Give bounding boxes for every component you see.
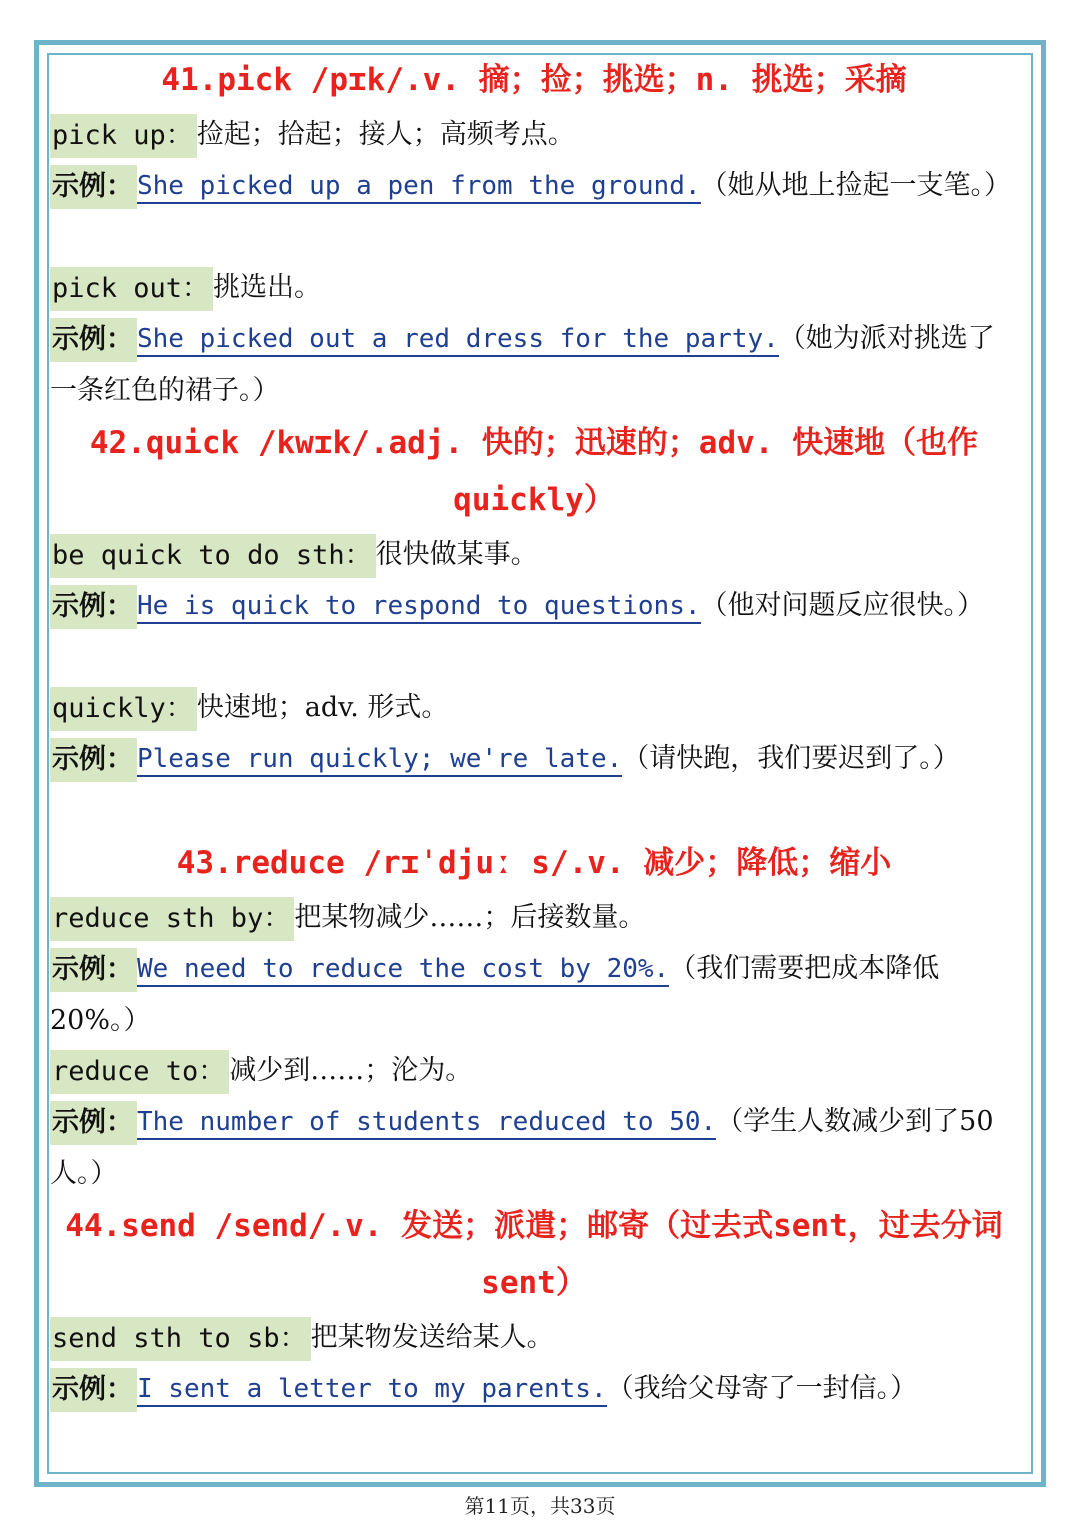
phrase-line <box>50 1312 1018 1363</box>
example-label: 示例： <box>50 585 137 629</box>
phrase: pick out： <box>50 267 213 311</box>
phrase: reduce to： <box>50 1050 229 1094</box>
example-line <box>50 733 1018 835</box>
example-label: 示例： <box>50 948 137 992</box>
example-line <box>50 580 1018 682</box>
phrase-line <box>50 529 1018 580</box>
example-label: 示例： <box>50 318 137 362</box>
phrase-gloss: 捡起；拾起；接人；高频考点。 <box>196 119 575 150</box>
phrase-gloss: 挑选出。 <box>213 272 322 303</box>
phrase: quickly： <box>50 687 197 731</box>
example-chinese: （我给父母寄了一封信。） <box>606 1373 918 1404</box>
example-english: She picked out a red dress for the party. <box>137 324 779 357</box>
example-chinese: （她为派对挑选了一条红色的裙子。） <box>50 323 995 406</box>
entry-title: 44.send /send/.v. 发送；派遣；邮寄（过去式sent，过去分词sent） <box>65 1208 1003 1301</box>
example-english: We need to reduce the cost by 20%. <box>137 954 669 987</box>
entry-title: 43.reduce /rɪˈdjuː s/.v. 减少；降低；缩小 <box>176 845 892 881</box>
page-number: 第11页，共33页 <box>464 1494 616 1518</box>
phrase-gloss: 快速地；adv. 形式。 <box>196 692 449 723</box>
entry-title: 41.pick /pɪk/.v. 摘；捡；挑选；n. 挑选；采摘 <box>161 62 907 98</box>
example-chinese: （学生人数减少到了50人。） <box>50 1106 994 1189</box>
example-label: 示例： <box>50 1101 137 1145</box>
example-chinese: （我们需要把成本降低20%。） <box>50 953 940 1036</box>
example-line <box>50 1363 1018 1465</box>
example-chinese: （请快跑，我们要迟到了。） <box>622 743 960 774</box>
phrase-gloss: 把某物发送给某人。 <box>310 1322 554 1353</box>
example-line <box>50 1096 1018 1198</box>
example-label: 示例： <box>50 738 137 782</box>
example-english: The number of students reduced to 50. <box>137 1107 716 1140</box>
phrase-line <box>50 262 1018 313</box>
phrase: send sth to sb： <box>50 1317 311 1361</box>
phrase-gloss: 很快做某事。 <box>375 539 538 570</box>
phrase: be quick to do sth： <box>50 534 376 578</box>
example-label: 示例： <box>50 165 137 209</box>
example-label: 示例： <box>50 1368 137 1412</box>
phrase-line <box>50 1045 1018 1096</box>
example-line <box>50 160 1018 262</box>
example-line <box>50 943 1018 1045</box>
phrase-line <box>50 682 1018 733</box>
phrase: pick up： <box>50 114 197 158</box>
phrase: reduce sth by： <box>50 897 294 941</box>
example-english: She picked up a pen from the ground. <box>137 171 701 204</box>
example-english: He is quick to respond to questions. <box>137 591 701 624</box>
phrase-gloss: 减少到……；沦为。 <box>229 1055 473 1086</box>
vocab-content <box>50 52 1018 1465</box>
example-chinese: （他对问题反应很快。） <box>700 590 985 621</box>
example-line <box>50 313 1018 415</box>
phrase-gloss: 把某物减少……；后接数量。 <box>294 902 646 933</box>
phrase-line <box>50 109 1018 160</box>
entry-title: 42.quick /kwɪk/.adj. 快的；迅速的；adv. 快速地（也作quickly） <box>89 425 979 518</box>
example-chinese: （她从地上捡起一支笔。） <box>700 170 1012 201</box>
example-english: I sent a letter to my parents. <box>137 1374 607 1407</box>
example-english: Please run quickly; we're late. <box>137 744 622 777</box>
phrase-line <box>50 892 1018 943</box>
